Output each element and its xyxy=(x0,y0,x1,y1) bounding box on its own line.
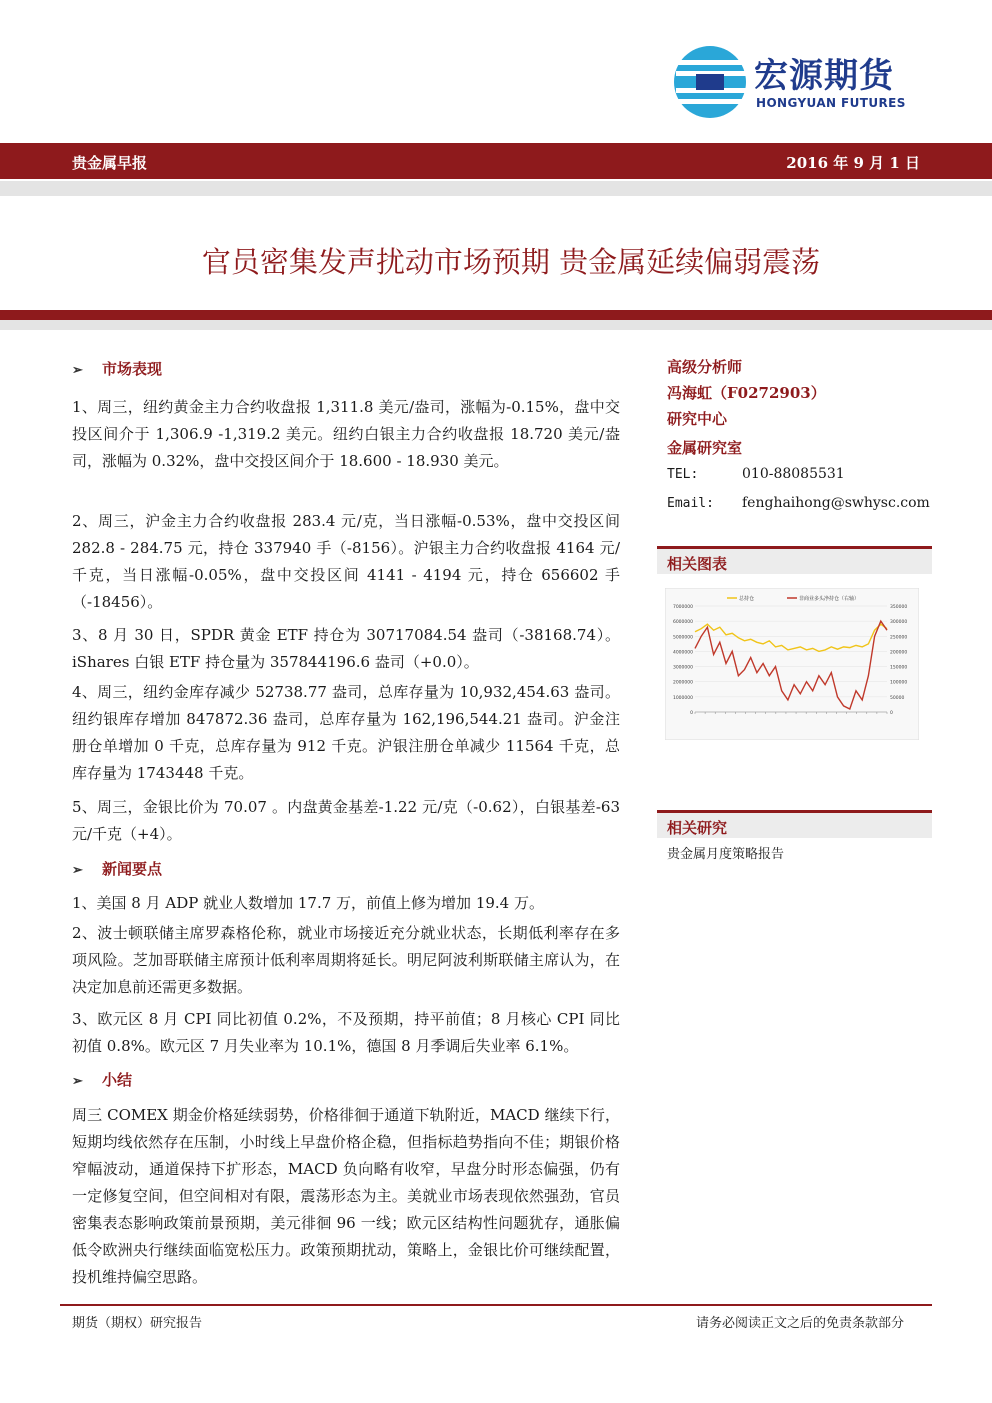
tel-label: TEL: xyxy=(667,467,699,482)
y-left-tick-label: 1000000 xyxy=(672,695,693,701)
company-logo xyxy=(672,44,922,120)
market-paragraph-2: 2、周三，沪金主力合约收盘报 283.4 元/克，当日涨幅-0.53%，盘中交投区间 282.8 - 284.75 元，持仓 337940 手（-8156）。沪银主力合约收盘报 4164 元/千克，当日涨幅-0.05%，盘中交投区间 4141 - 4194 元，持仓 656602 手（-18456）。 xyxy=(72,512,620,611)
related-charts-header: 相关图表 xyxy=(657,546,932,574)
news-paragraph-1: 1、美国 8 月 ADP 就业人数增加 17.7 万，前值上修为增加 19.4 万。 xyxy=(72,894,544,912)
y-right-tick-label: 350000 xyxy=(890,605,908,610)
hongyuan-logo-icon xyxy=(672,44,750,120)
report-title: 官员密集发声扰动市场预期 贵金属延续偏弱震荡 xyxy=(201,245,821,279)
analyst-name: 冯海虹（F0272903） xyxy=(667,384,826,402)
y-right-tick-label: 200000 xyxy=(890,650,908,656)
tel-value: 010-88085531 xyxy=(742,466,845,482)
section-heading-market: ➢ 市场表现 xyxy=(72,360,163,378)
title-divider-shadow xyxy=(0,320,992,330)
email-label: Email: xyxy=(667,496,714,511)
related-research-item[interactable]: 贵金属月度策略报告 xyxy=(667,847,785,862)
analyst-role: 高级分析师 xyxy=(667,358,743,376)
logo-english-name: HONGYUAN FUTURES xyxy=(756,96,906,110)
legend-label: 非商业多头净持仓（右轴） xyxy=(799,596,860,602)
title-divider xyxy=(0,310,992,320)
summary-paragraph: 周三 COMEX 期金价格延续弱势，价格徘徊于通道下轨附近，MACD 继续下行，短期均线依然存在压制，小时线上早盘价格企稳，但指标趋势指向不佳；期银价格窄幅波动，通道保持下扩形态，MACD 负向略有收窄，早盘分时形态偏强，仍有一定修复空间，但空间相对有限，震荡形态为主。美就业市场表现依然强劲，官员密集表态影响政策前景预期，美元徘徊 96 一线；欧元区结构性问题犹存，通胀偏低令欧洲央行继续面临宽松压力。政策预期扰动，策略上，金银比价可继续配置，投机维持偏空思路。 xyxy=(72,1106,620,1286)
y-left-tick-label: 0 xyxy=(690,711,693,716)
footer-divider xyxy=(60,1304,932,1306)
y-right-tick-label: 50000 xyxy=(890,695,905,701)
section-heading-news: ➢ 新闻要点 xyxy=(72,860,163,878)
footer-disclaimer: 请务必阅读正文之后的免责条款部分 xyxy=(695,1316,904,1331)
y-right-tick-label: 0 xyxy=(890,711,893,716)
y-left-tick-label: 5000000 xyxy=(672,635,693,641)
market-paragraph-5: 5、周三，金银比价为 70.07 。内盘黄金基差-1.22 元/克（-0.62），白银基差-63 元/千克（+4）。 xyxy=(72,798,620,843)
market-paragraph-1: 1、周三，纽约黄金主力合约收盘报 1,311.8 美元/盎司，涨幅为-0.15%，盘中交投区间介于 1,306.9 -1,319.2 美元。纽约白银主力合约收盘报 18.720 美元/盎司，涨幅为 0.32%，盘中交投区间介于 18.600 - 18.930 美元。 xyxy=(72,398,620,470)
market-paragraph-4: 4、周三，纽约金库存减少 52738.77 盎司，总库存量为 10,932,454.63 盎司。纽约银库存增加 847872.36 盎司，总库存量为 162,196,544.21 盎司。沪金注册仓单增加 0 千克，总库存量为 912 千克。沪银注册仓单减少 11564 千克，总库存量为 1743448 千克。 xyxy=(72,683,620,782)
y-left-tick-label: 4000000 xyxy=(672,650,693,656)
arrow-bullet-icon: ➢ xyxy=(72,863,83,878)
report-type: 贵金属早报 xyxy=(72,154,148,172)
y-left-tick-label: 7000000 xyxy=(672,605,693,610)
y-left-tick-label: 2000000 xyxy=(672,680,693,686)
legend-label: 总持仓 xyxy=(739,596,755,602)
y-left-tick-label: 6000000 xyxy=(672,620,693,626)
news-paragraph-2: 2、波士顿联储主席罗森格伦称，就业市场接近充分就业状态，长期低利率存在多项风险。芝加哥联储主席预计低利率周期将延长。明尼阿波利斯联储主席认为，在决定加息前还需更多数据。 xyxy=(72,924,620,996)
y-right-tick-label: 250000 xyxy=(890,635,908,641)
related-research-header: 相关研究 xyxy=(657,810,932,838)
analyst-department: 研究中心 xyxy=(667,410,728,428)
y-right-tick-label: 300000 xyxy=(890,620,908,626)
y-left-tick-label: 3000000 xyxy=(672,665,693,671)
section-heading-summary: ➢ 小结 xyxy=(72,1071,133,1089)
report-date: 2016 年 9 月 1 日 xyxy=(786,154,920,172)
arrow-bullet-icon: ➢ xyxy=(72,363,83,378)
y-right-tick-label: 100000 xyxy=(890,680,908,686)
email-value[interactable]: fenghaihong@swhysc.com xyxy=(742,495,930,511)
arrow-bullet-icon: ➢ xyxy=(72,1074,83,1089)
y-right-tick-label: 150000 xyxy=(890,665,908,671)
position-chart xyxy=(665,588,919,740)
analyst-office: 金属研究室 xyxy=(667,439,743,457)
market-paragraph-3: 3、8 月 30 日，SPDR 黄金 ETF 持仓为 30717084.54 盎司（-38168.74）。iShares 白银 ETF 持仓量为 357844196.6 盎司（+0.0）。 xyxy=(72,626,620,671)
footer-report-type: 期货（期权）研究报告 xyxy=(72,1316,203,1331)
header-banner-shadow xyxy=(0,181,992,196)
logo-chinese-name: 宏源期货 xyxy=(754,56,894,96)
news-paragraph-3: 3、欧元区 8 月 CPI 同比初值 0.2%，不及预期，持平前值；8 月核心 CPI 同比初值 0.8%。欧元区 7 月失业率为 10.1%，德国 8 月季调后失业率 6.1%。 xyxy=(72,1010,620,1055)
